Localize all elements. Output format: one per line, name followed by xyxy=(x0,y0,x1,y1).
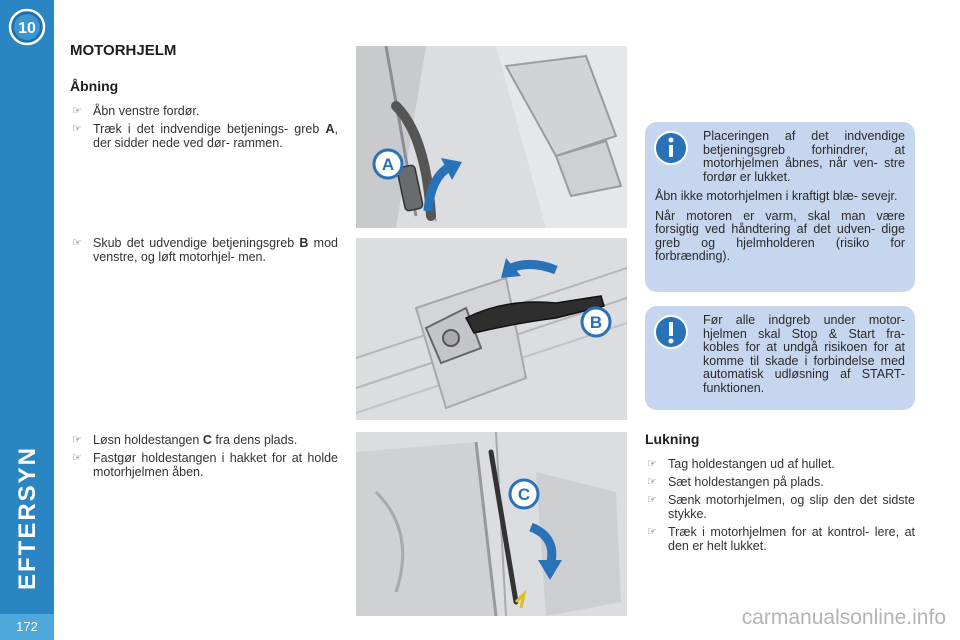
box-paragraph: Når motoren er varm, skal man være forsigtig ved håndtering af det udven- dige greb og hjelmholderen (risiko for forbrænding). xyxy=(655,208,905,263)
label-a: A xyxy=(381,155,395,174)
opening-steps-b xyxy=(70,236,338,268)
pointing-hand-icon: ☞ xyxy=(647,476,657,488)
step-text: Sænk motorhjelmen, og slip den det sidste stykke. xyxy=(668,493,915,521)
pointing-hand-icon: ☞ xyxy=(72,123,82,135)
page-number: 172 xyxy=(0,614,54,640)
step-item xyxy=(645,457,915,471)
pointing-hand-icon: ☞ xyxy=(72,105,82,117)
step-text: Løsn holdestangen xyxy=(93,433,203,447)
pointing-hand-icon: ☞ xyxy=(72,237,82,249)
step-item xyxy=(645,525,915,553)
step-text: fra dens plads. xyxy=(211,433,298,447)
pointing-hand-icon: ☞ xyxy=(647,526,657,538)
step-reference: C xyxy=(202,433,212,447)
step-text: Åbn venstre fordør. xyxy=(93,104,200,118)
step-text: Fastgør holdestangen i hakket for at holde motorhjelmen åben. xyxy=(93,451,338,479)
step-text: Skub det udvendige betjeningsgreb xyxy=(93,236,300,250)
warning-paragraphs xyxy=(655,314,905,395)
step-reference: A xyxy=(325,122,335,136)
opening-steps-a xyxy=(70,104,338,154)
label-c: C xyxy=(517,485,531,504)
step-item xyxy=(70,104,338,118)
step-text: Træk i motorhjelmen for at kontrol- lere, at den er helt lukket. xyxy=(668,525,915,553)
step-item xyxy=(70,122,338,150)
step-text: Tag holdestangen ud af hullet. xyxy=(668,457,835,471)
warning-box xyxy=(645,306,915,410)
section-title: MOTORHJELM xyxy=(70,42,177,59)
chapter-badge xyxy=(8,8,46,46)
box-paragraph: Placeringen af det indvendige betjeningsgreb forhindrer, at motorhjelmen åbnes, når ven- stre fordør er lukket. xyxy=(703,129,905,184)
chapter-sidebar xyxy=(0,0,54,640)
opening-heading: Åbning xyxy=(70,78,119,94)
figure-exterior-release-lever xyxy=(356,238,627,420)
figure-hood-prop-rod xyxy=(356,432,627,616)
step-text: , der sidder nede ved dør- rammen. xyxy=(93,122,338,150)
step-text: Træk i det indvendige betjenings- greb xyxy=(93,122,326,136)
step-item xyxy=(70,236,338,264)
label-b: B xyxy=(589,313,603,332)
warning-icon xyxy=(653,314,689,350)
figure-interior-release-lever xyxy=(356,46,627,228)
step-text: mod venstre, og løft motorhjel- men. xyxy=(93,236,338,264)
pointing-hand-icon: ☞ xyxy=(647,494,657,506)
info-paragraphs xyxy=(655,130,905,264)
step-reference: B xyxy=(299,236,309,250)
step-item xyxy=(645,475,915,489)
watermark: carmanualsonline.info xyxy=(741,606,946,629)
closing-steps xyxy=(645,457,915,557)
step-text: Sæt holdestangen på plads. xyxy=(668,475,824,489)
pointing-hand-icon: ☞ xyxy=(72,452,82,464)
pointing-hand-icon: ☞ xyxy=(72,434,82,446)
step-item xyxy=(70,433,338,447)
opening-steps-c xyxy=(70,433,338,483)
pointing-hand-icon: ☞ xyxy=(647,458,657,470)
chapter-title: EFTERSYN xyxy=(14,445,41,590)
box-paragraph: Før alle indgreb under motor- hjelmen skal Stop & Start fra- kobles for at undgå risikoen for at komme til skade i forbindelse med automatisk udløsning af START- funktionen. xyxy=(703,313,905,395)
closing-heading: Lukning xyxy=(645,431,700,447)
box-paragraph: Åbn ikke motorhjelmen i kraftigt blæ- sevejr. xyxy=(655,189,898,203)
info-icon xyxy=(653,130,689,166)
info-box xyxy=(645,122,915,292)
step-item xyxy=(70,451,338,479)
chapter-number: 10 xyxy=(18,20,36,37)
step-item xyxy=(645,493,915,521)
